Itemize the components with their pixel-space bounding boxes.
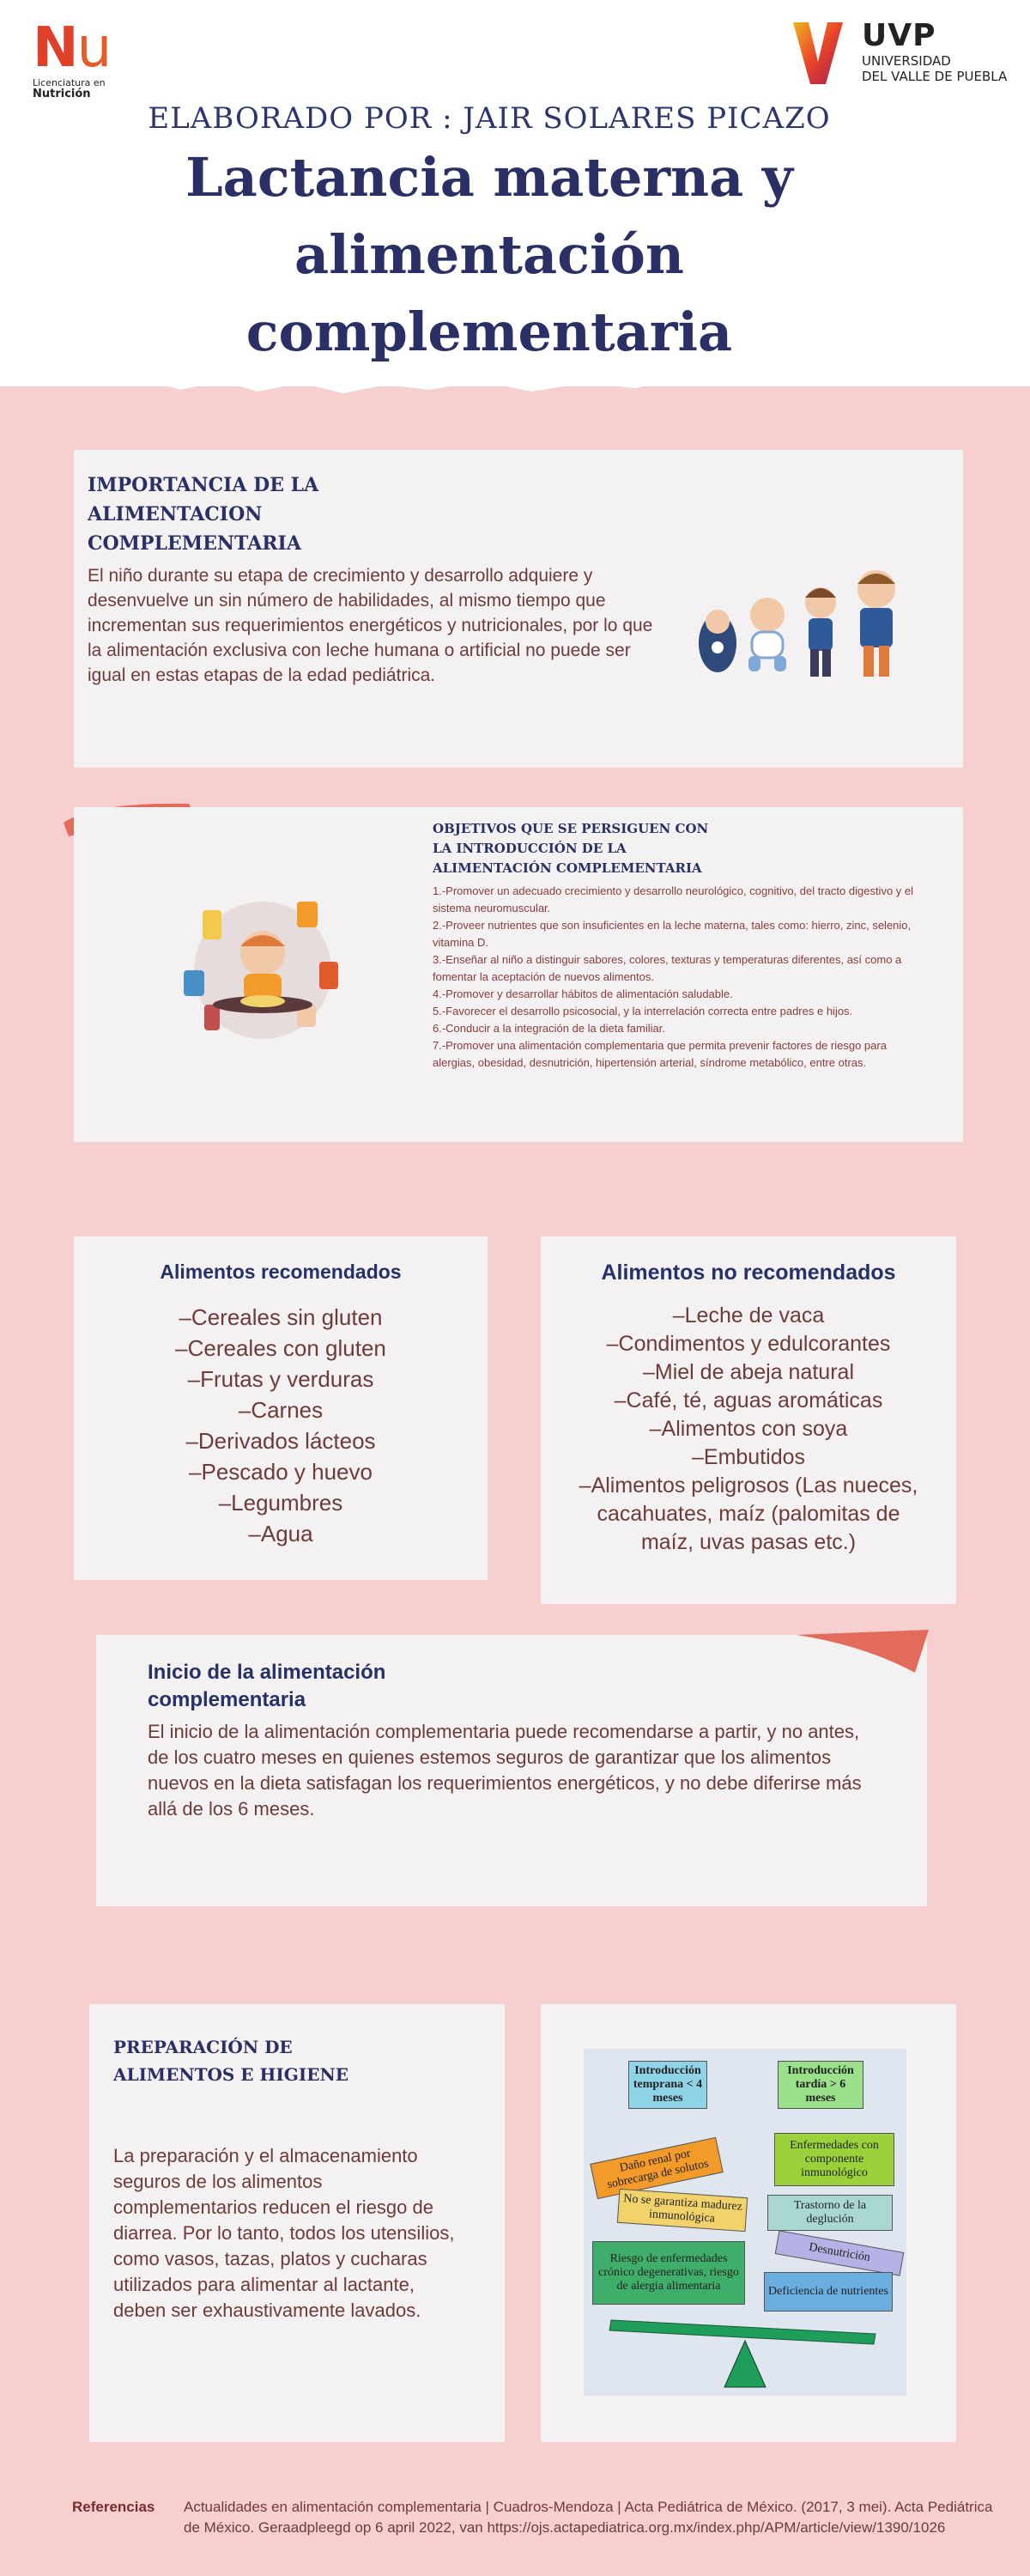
baby-eating-illustration-icon	[168, 876, 357, 1048]
left-item-3: Riesgo de enfermedades crónico degenerativas, riesgo de alergia alimentaria	[592, 2241, 745, 2305]
list-item: –Legumbres	[218, 1490, 343, 1516]
list-item: –Carnes	[238, 1397, 324, 1423]
importancia-heading: IMPORTANCIA DE LA ALIMENTACION COMPLEMENTARIA	[88, 474, 319, 555]
no-recomendados-card	[541, 1236, 956, 1604]
objetivo-item: 6.-Conducir a la integración de la dieta familiar.	[433, 1022, 665, 1035]
nu-logo-n: N	[33, 16, 77, 80]
list-item: –Pescado y huevo	[189, 1459, 373, 1485]
inicio-body: El inicio de la alimentación complementaria puede recomendarse a partir, y no antes, de los cuatro meses en quienes estemos seguros de garantizar que los alimentos nuevos en la dieta satisfagan los requerimientos energéticos, y no debe diferirse más allá de los 6 meses.	[148, 1721, 862, 1820]
objetivos-list	[433, 883, 930, 1072]
objetivo-item: 4.-Promover y desarrollar hábitos de alimentación saludable.	[433, 987, 733, 1000]
uvp-logo	[790, 19, 1021, 96]
right-item-3: Desnutrición	[775, 2230, 905, 2275]
list-item: –Embutidos	[691, 1445, 806, 1469]
recomendados-list	[74, 1302, 488, 1549]
preparacion-card	[89, 2004, 505, 2442]
nu-logo-line1: Licenciatura en	[33, 77, 106, 88]
importancia-card	[74, 450, 963, 768]
author-line: ELABORADO POR : JAIR SOLARES PICAZO	[148, 101, 831, 136]
list-item: –Alimentos con soya	[649, 1417, 848, 1441]
no-recomendados-heading: Alimentos no recomendados	[601, 1261, 896, 1285]
objetivo-item: 3.-Enseñar al niño a distinguir sabores, colores, texturas y temperaturas diferentes, así como a fomentar la aceptación de nuevos alimentos.	[433, 953, 902, 983]
nu-logo-line2: Nutrición	[33, 88, 91, 100]
label-tardia: Introducción tardía > 6 meses	[778, 2061, 863, 2109]
recomendados-card	[74, 1236, 488, 1580]
list-item: –Frutas y verduras	[187, 1366, 374, 1392]
objetivo-item: 2.-Proveer nutrientes que son insuficientes en la leche materna, tales como: hierro, zinc, selenio, vitamina D.	[433, 919, 912, 949]
objetivos-card	[74, 807, 963, 1142]
uvp-logo-big: UVP	[862, 18, 936, 53]
list-item: –Agua	[248, 1521, 313, 1546]
objetivos-heading: OBJETIVOS QUE SE PERSIGUEN CON LA INTRODUCCIÓN DE LA ALIMENTACIÓN COMPLEMENTARIA	[433, 821, 709, 876]
importancia-body: El niño durante su etapa de crecimiento y desarrollo adquiere y desenvuelve un sin número de habilidades, al mismo tiempo que incrementan sus requerimientos energéticos y nutricionales, por lo que la alimentación exclusiva con leche humana o artificial no puede ser igual en estas etapas de la edad pediátrica.	[88, 566, 653, 685]
list-item: –Leche de vaca	[672, 1303, 825, 1327]
list-item: –Cereales sin gluten	[179, 1304, 383, 1330]
inicio-card	[96, 1635, 927, 1906]
list-item: –Alimentos peligrosos (Las nueces, cacahuates, maíz (palomitas de maíz, uvas pasas etc.)	[579, 1473, 918, 1554]
label-temprana: Introducción temprana < 4 meses	[628, 2061, 707, 2109]
right-item-1: Enfermedades con componente inmunológico	[774, 2133, 894, 2186]
references-text: Actualidades en alimentación complementaria | Cuadros-Mendoza | Acta Pediátrica de México. (2017, 3 mei). Acta Pediátrica de México. Geraadpleegd op 6 april 2022, van https://ojs.actapediatrica.org.mx/index.php/APM/article/view/1390/1026	[184, 2499, 993, 2536]
list-item: –Derivados lácteos	[185, 1428, 376, 1454]
right-item-2: Trastorno de la deglución	[767, 2195, 893, 2231]
preparacion-heading: PREPARACIÓN DE ALIMENTOS E HIGIENE	[113, 2037, 348, 2085]
references	[72, 2497, 999, 2536]
objetivo-item: 1.-Promover un adecuado crecimiento y desarrollo neurológico, cognitivo, del tracto digestivo y el sistema neuromuscular.	[433, 884, 914, 914]
balance-diagram	[584, 2049, 906, 2396]
list-item: –Condimentos y edulcorantes	[606, 1332, 891, 1356]
children-illustration-icon	[692, 553, 915, 682]
no-recomendados-list	[541, 1302, 956, 1557]
left-item-1: Daño renal por sobrecarga de solutos	[590, 2137, 723, 2199]
references-label: Referencias	[72, 2499, 155, 2515]
list-item: –Miel de abeja natural	[643, 1360, 854, 1384]
right-item-4: Deficiencia de nutrientes	[764, 2272, 893, 2312]
uvp-logo-line2: DEL VALLE DE PUEBLA	[862, 69, 1008, 84]
scale-base-icon	[584, 2306, 906, 2392]
list-item: –Cereales con gluten	[175, 1335, 386, 1361]
preparacion-body: La preparación y el almacenamiento seguros de los alimentos complementarios reducen el riesgo de diarrea. Por lo tanto, todos los utensilios, como vasos, tazas, platos y cucharas utilizados para alimentar al lactante, deben ser exhaustivamente lavados.	[113, 2145, 455, 2321]
list-item: –Café, té, aguas aromáticas	[614, 1388, 883, 1413]
objetivo-item: 7.-Promover una alimentación complementaria que permita prevenir factores de riesgo para alergias, obesidad, desnutrición, hipertensión arterial, síndrome metabólico, entre otras.	[433, 1039, 887, 1069]
inicio-heading: Inicio de la alimentación complementaria	[148, 1661, 386, 1711]
objetivo-item: 5.-Favorecer el desarrollo psicosocial, y la interrelación correcta entre padres e hijos.	[433, 1005, 853, 1018]
nu-logo-u: u	[76, 16, 111, 80]
balance-card	[541, 2004, 956, 2442]
uvp-v-icon	[790, 19, 846, 88]
left-item-2: No se garantiza madurez inmunológica	[617, 2189, 748, 2232]
uvp-logo-line1: UNIVERSIDAD	[862, 53, 951, 69]
recomendados-heading: Alimentos recomendados	[160, 1261, 402, 1283]
brush-stroke-decoration	[795, 1628, 932, 1674]
page-title: Lactancia materna y alimentación complementaria	[185, 146, 793, 363]
